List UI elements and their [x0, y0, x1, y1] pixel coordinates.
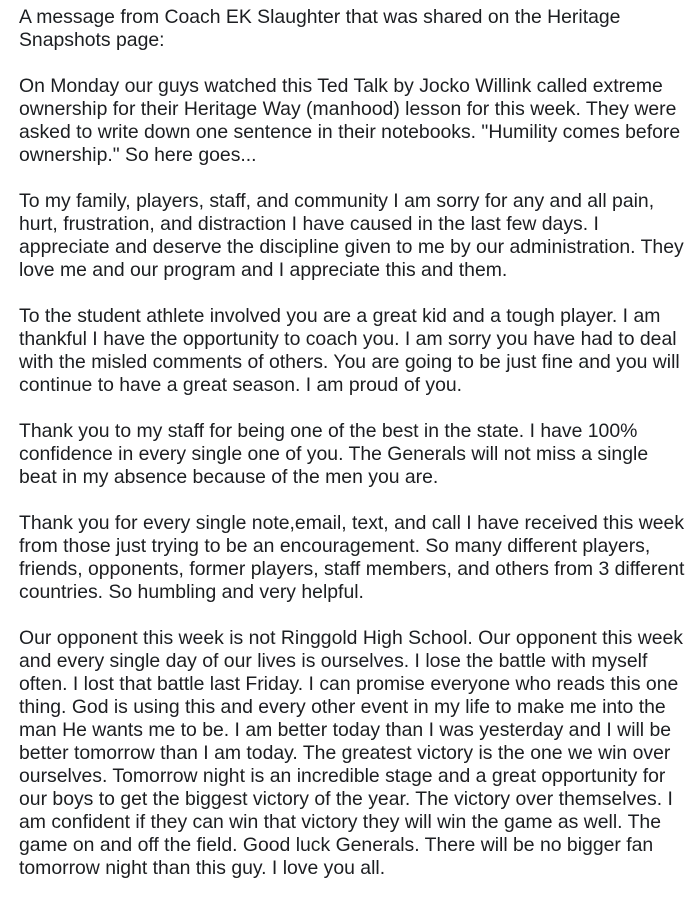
- post-paragraph: On Monday our guys watched this Ted Talk by Jocko Willink called extreme ownership for their Heritage Way (manhood) lesson for this week. They were asked to write down one sentence in their notebooks. "Humility comes before ownership." So here goes...: [19, 75, 681, 166]
- post-paragraph: Thank you to my staff for being one of the best in the state. I have 100% confidence in every single one of you. The Generals will not miss a single beat in my absence because of the men you are.: [19, 420, 649, 488]
- post-paragraph: To my family, players, staff, and community I am sorry for any and all pain, hurt, frustration, and distraction I have caused in the last few days. I appreciate and deserve the discipline given to me by our administration. They love me and our program and I appreciate this and them.: [19, 190, 684, 281]
- post-intro: A message from Coach EK Slaughter that was shared on the Heritage Snapshots page:: [19, 6, 621, 51]
- post-paragraph: Our opponent this week is not Ringgold High School. Our opponent this week and every single day of our lives is ourselves. I lose the battle with myself often. I lost that battle last Friday. I can promise everyone who reads this one thing. God is using this and every other event in my life to make me into the man He wants me to be. I am better today than I was yesterday and I will be better tomorrow than I am today. The greatest victory is the one we win over ourselves. Tomorrow night is an incredible stage and a great opportunity for our boys to get the biggest victory of the year. The victory over themselves. I am confident if they can win that victory they will win the game as well. The game on and off the field. Good luck Generals. There will be no bigger fan tomorrow night than this guy. I love you all.: [19, 627, 683, 879]
- post-paragraph: To the student athlete involved you are a great kid and a tough player. I am thankful I have the opportunity to coach you. I am sorry you have had to deal with the misled comments of others. You are going to be just fine and you will continue to have a great season. I am proud of you.: [19, 305, 680, 396]
- post-paragraph: Thank you for every single note,email, text, and call I have received this week from those just trying to be an encouragement. So many different players, friends, opponents, former players, staff members, and others from 3 different countries. So humbling and very helpful.: [19, 512, 685, 603]
- post-body: [19, 6, 689, 880]
